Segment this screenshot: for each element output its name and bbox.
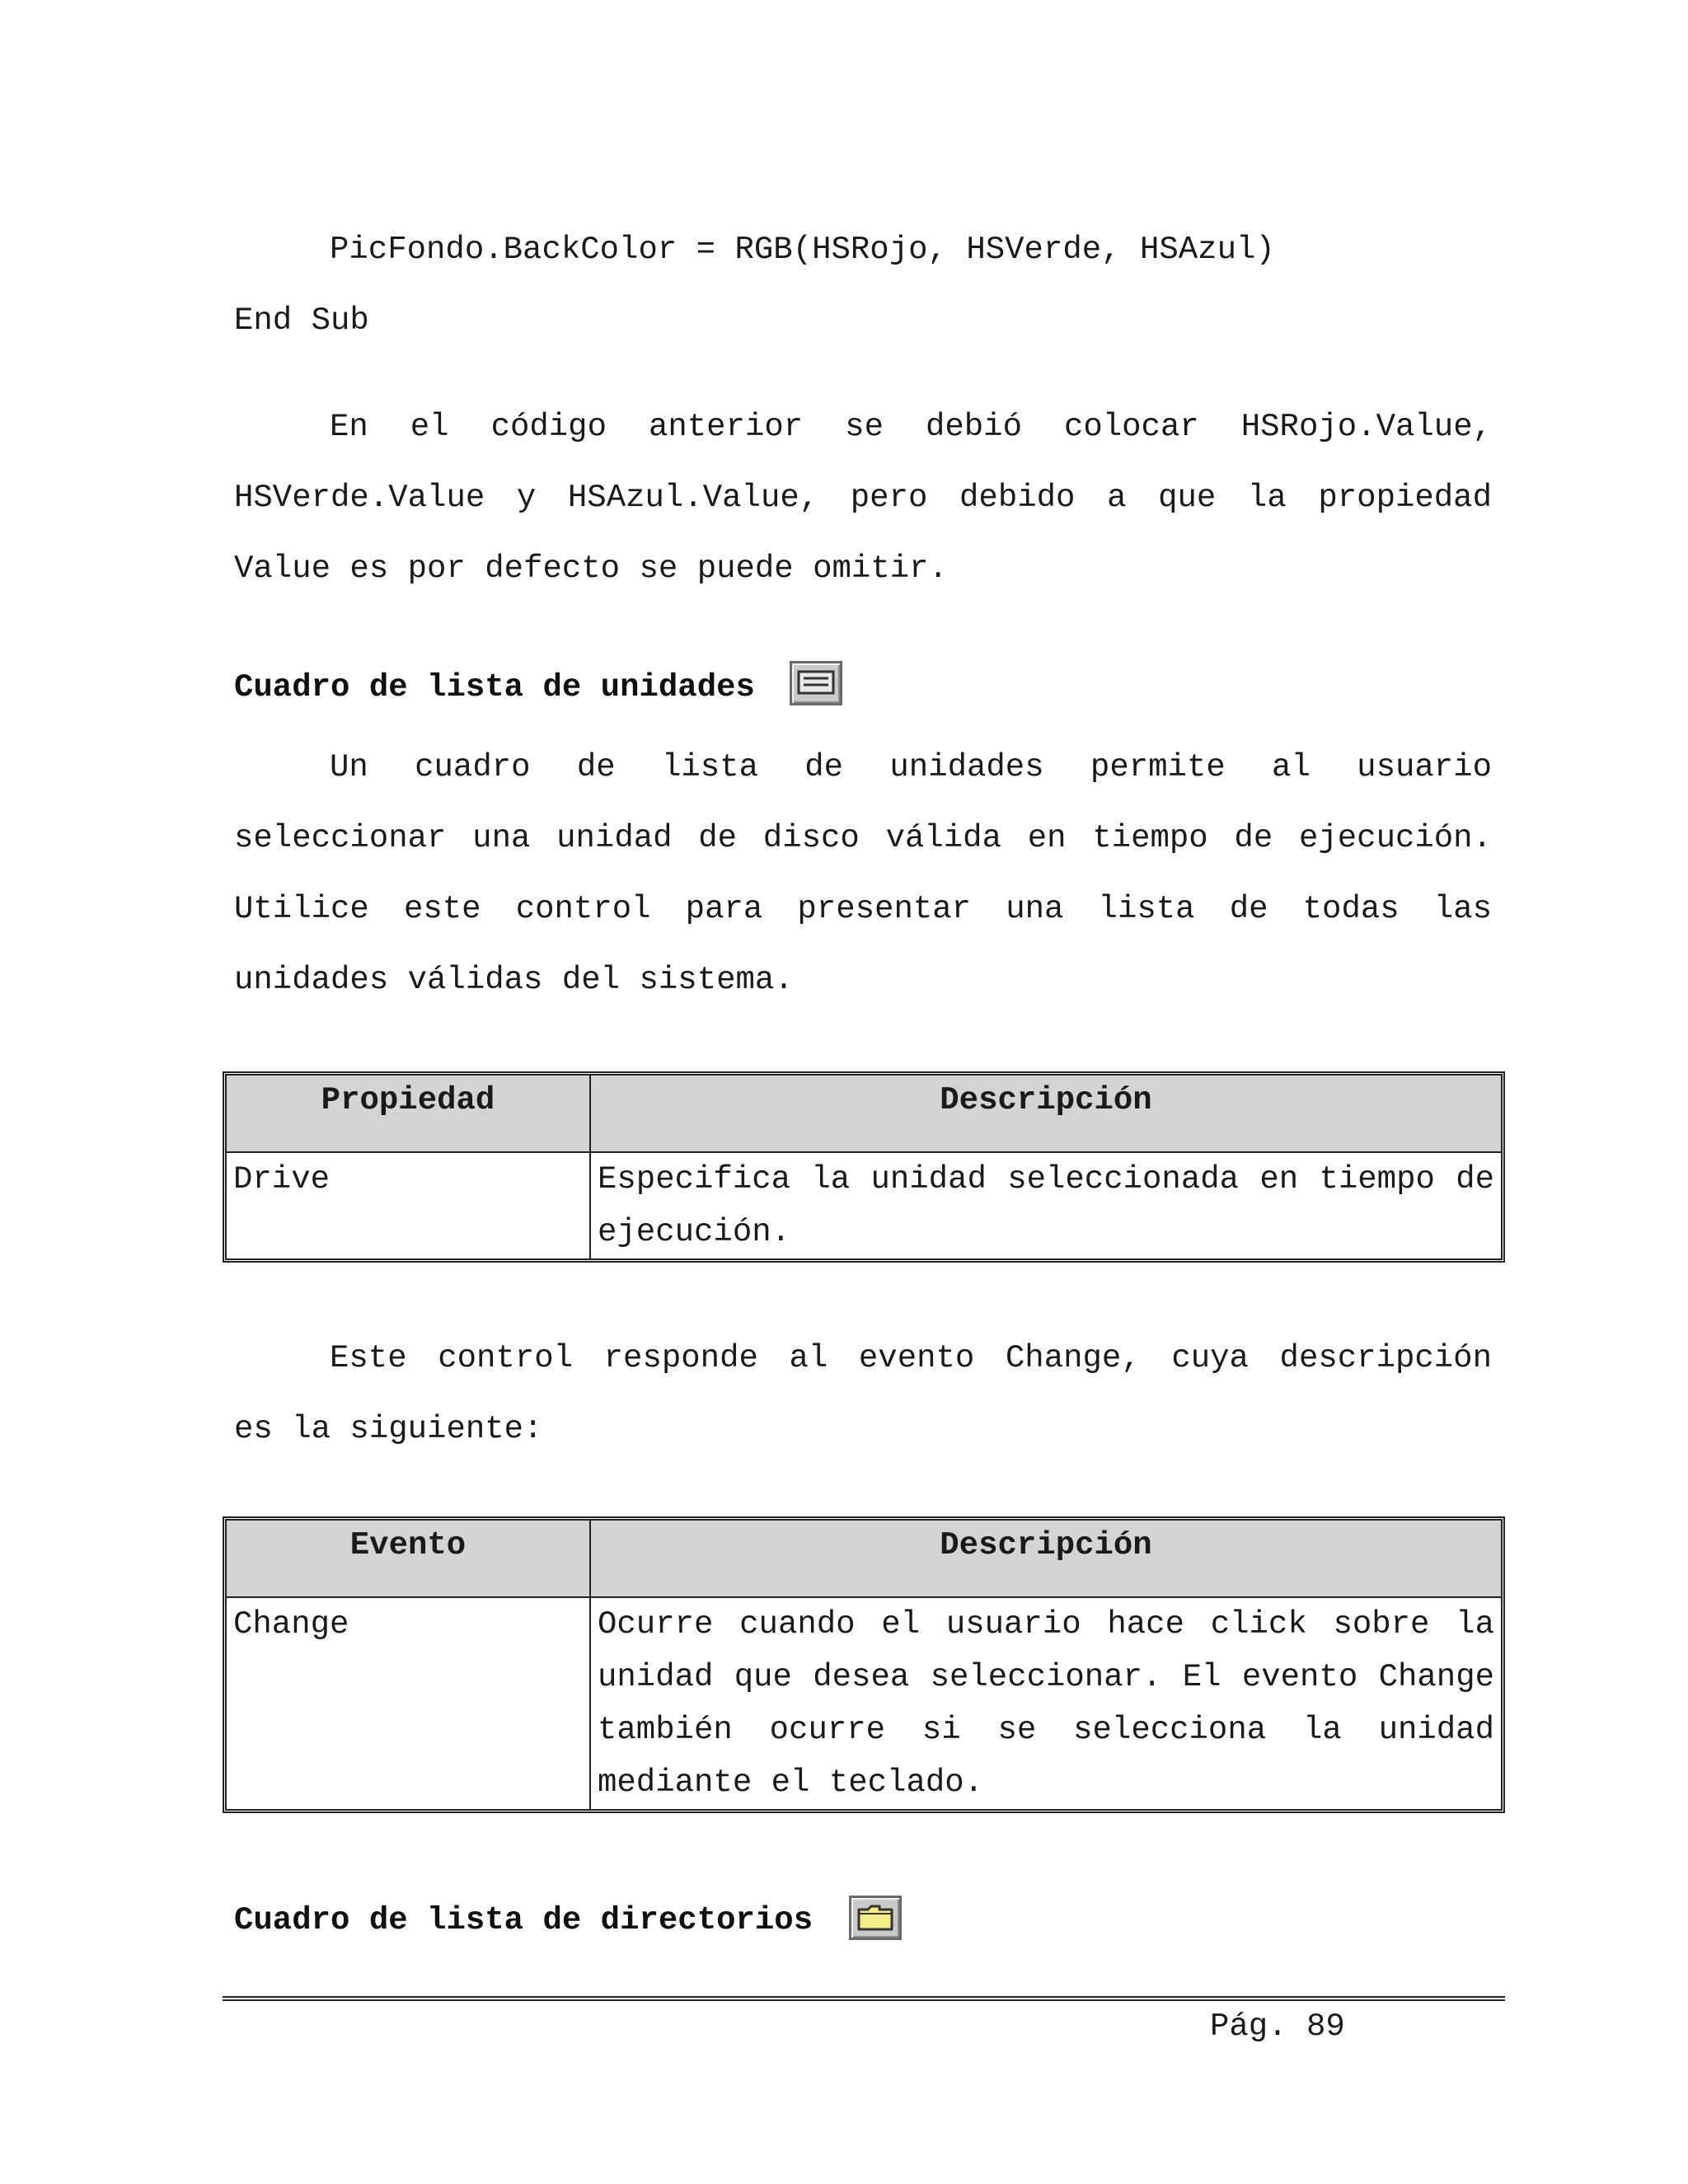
column-header: Propiedad <box>227 1076 591 1153</box>
paragraph-line: Value es por defecto se puede omitir. <box>234 551 948 587</box>
paragraph <box>234 732 1492 1015</box>
paragraph-line: Este control responde al evento Change, cuya descripción <box>330 1340 1492 1376</box>
table-row <box>227 1153 1501 1258</box>
paragraph-line: HSVerde.Value y HSAzul.Value, pero debido a que la propiedad <box>234 480 1492 516</box>
paragraph <box>234 1323 1492 1465</box>
paragraph-line: seleccionar una unidad de disco válida en tiempo de ejecución. <box>234 820 1492 856</box>
paragraph-line: En el código anterior se debió colocar HSRojo.Value, <box>330 409 1492 445</box>
column-header: Descripción <box>591 1076 1501 1153</box>
property-description: Especifica la unidad seleccionada en tiempo de ejecución. <box>598 1161 1494 1250</box>
column-header: Descripción <box>591 1521 1501 1598</box>
properties-table <box>223 1071 1505 1263</box>
paragraph-line: Utilice este control para presentar una lista de todas las <box>234 891 1492 927</box>
column-header: Evento <box>227 1521 591 1598</box>
drive-listbox-icon <box>790 661 842 705</box>
folder-icon <box>849 1896 902 1940</box>
property-name: Drive <box>227 1153 591 1258</box>
code-line: PicFondo.BackColor = RGB(HSRojo, HSVerde, HSAzul) <box>330 232 1275 268</box>
code-line: End Sub <box>234 302 369 339</box>
paragraph-line: unidades válidas del sistema. <box>234 962 794 998</box>
paragraph-line: es la siguiente: <box>234 1411 543 1447</box>
paragraph-line: Un cuadro de lista de unidades permite al usuario <box>330 749 1492 785</box>
table-header-row <box>227 1076 1501 1153</box>
section-heading: Cuadro de lista de directorios <box>234 1902 814 1938</box>
table-row <box>227 1598 1501 1809</box>
section-heading: Cuadro de lista de unidades <box>234 669 755 705</box>
page-number: Pág. 89 <box>1210 2008 1345 2045</box>
event-name: Change <box>227 1598 591 1809</box>
paragraph <box>234 391 1492 604</box>
table-header-row <box>227 1521 1501 1598</box>
event-description: Ocurre cuando el usuario hace click sobre la unidad que desea seleccionar. El evento Change también ocurre si se selecciona la unidad mediante el teclado. <box>598 1606 1494 1801</box>
events-table <box>223 1516 1505 1813</box>
